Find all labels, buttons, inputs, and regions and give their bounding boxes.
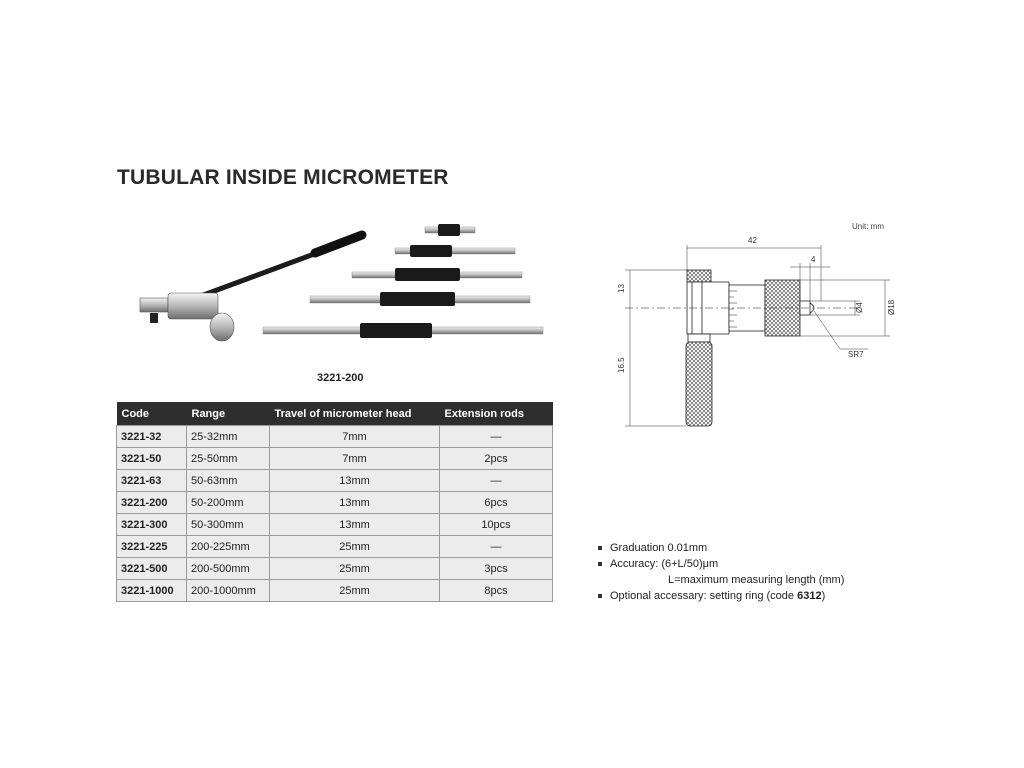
table-row xyxy=(117,426,553,448)
cell-range: 25-32mm xyxy=(187,426,270,448)
cell-code: 3221-225 xyxy=(117,536,187,558)
extension-rod xyxy=(310,292,530,306)
cell-travel: 13mm xyxy=(270,492,440,514)
bullet-icon xyxy=(598,594,602,598)
technical-drawing xyxy=(600,215,900,435)
cell-range: 50-300mm xyxy=(187,514,270,536)
cell-code: 3221-300 xyxy=(117,514,187,536)
product-photo xyxy=(130,215,560,365)
page-title: TUBULAR INSIDE MICROMETER xyxy=(117,166,449,189)
cell-travel: 13mm xyxy=(270,470,440,492)
table-row xyxy=(117,448,553,470)
table-row xyxy=(117,580,553,602)
drawing-body xyxy=(625,270,860,426)
table-row xyxy=(117,470,553,492)
cell-code: 3221-1000 xyxy=(117,580,187,602)
note-accuracy: Accuracy: (6+L/50)μm xyxy=(610,558,719,570)
handle-rod xyxy=(190,235,362,300)
cell-travel: 7mm xyxy=(270,448,440,470)
cell-range: 25-50mm xyxy=(187,448,270,470)
dimension-lines xyxy=(625,245,890,426)
cell-code: 3221-63 xyxy=(117,470,187,492)
cell-rods: — xyxy=(440,470,553,492)
extension-rod xyxy=(425,224,475,236)
note-graduation: Graduation 0.01mm xyxy=(610,542,708,554)
spec-notes xyxy=(598,540,844,604)
photo-caption: 3221-200 xyxy=(317,372,364,384)
extension-rod xyxy=(395,245,515,257)
dim-4-label: 4 xyxy=(811,255,816,264)
table-row xyxy=(117,492,553,514)
cell-range: 50-63mm xyxy=(187,470,270,492)
note-accuracy-detail: L=maximum measuring length (mm) xyxy=(668,574,845,586)
bullet-icon xyxy=(598,562,602,566)
extension-rod xyxy=(263,323,543,338)
cell-rods: — xyxy=(440,426,553,448)
table-header-row xyxy=(117,402,553,426)
header-code: Code xyxy=(117,402,187,426)
cell-travel: 25mm xyxy=(270,580,440,602)
table-row xyxy=(117,536,553,558)
cell-range: 50-200mm xyxy=(187,492,270,514)
dim-13-label: 13 xyxy=(617,284,626,293)
dim-165-label: 16.5 xyxy=(617,357,626,373)
cell-rods: 6pcs xyxy=(440,492,553,514)
cell-rods: 3pcs xyxy=(440,558,553,580)
cell-travel: 7mm xyxy=(270,426,440,448)
note-item xyxy=(598,556,844,572)
note-accessory: Optional accessary: setting ring (code xyxy=(610,590,798,602)
cell-rods: 8pcs xyxy=(440,580,553,602)
cell-code: 3221-500 xyxy=(117,558,187,580)
cell-travel: 25mm xyxy=(270,536,440,558)
note-item xyxy=(598,540,844,556)
unit-label: Unit: mm xyxy=(852,222,884,231)
cell-rods: — xyxy=(440,536,553,558)
extension-rods xyxy=(263,224,543,338)
dim-42-label: 42 xyxy=(748,236,757,245)
cell-range: 200-1000mm xyxy=(187,580,270,602)
dim-sr7-label: SR7 xyxy=(848,350,864,359)
cell-range: 200-500mm xyxy=(187,558,270,580)
note-item xyxy=(598,588,844,604)
cell-rods: 2pcs xyxy=(440,448,553,470)
cell-range: 200-225mm xyxy=(187,536,270,558)
bullet-icon xyxy=(598,546,602,550)
micrometer-head xyxy=(140,293,234,341)
cell-code: 3221-200 xyxy=(117,492,187,514)
cell-travel: 13mm xyxy=(270,514,440,536)
extension-rod xyxy=(352,268,522,281)
table-row xyxy=(117,558,553,580)
note-accessory-end: ) xyxy=(821,590,826,602)
header-travel: Travel of micrometer head xyxy=(270,402,440,426)
header-range: Range xyxy=(187,402,270,426)
cell-code: 3221-50 xyxy=(117,448,187,470)
note-accessory-code: 6312 xyxy=(797,590,822,602)
spec-table xyxy=(116,402,553,602)
cell-travel: 25mm xyxy=(270,558,440,580)
dim-d4-label: Ø4 xyxy=(855,302,864,313)
dim-d18-label: Ø18 xyxy=(887,299,896,315)
cell-rods: 10pcs xyxy=(440,514,553,536)
cell-code: 3221-32 xyxy=(117,426,187,448)
table-row xyxy=(117,514,553,536)
header-rods: Extension rods xyxy=(440,402,553,426)
